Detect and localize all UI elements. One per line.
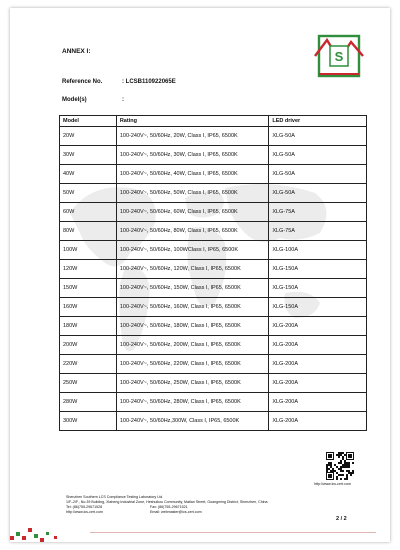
rating-table: [59, 115, 367, 431]
table-row: [60, 260, 367, 279]
footer-email: Email: webmaster@lcs-cert.com: [150, 510, 202, 514]
model-cell: 220W: [60, 355, 117, 374]
rating-cell: 100-240V~, 50/60Hz, 200W, Class I, IP65, 6500K: [116, 336, 269, 355]
driver-cell: XLG-150A: [269, 298, 367, 317]
driver-cell: XLG-200A: [269, 317, 367, 336]
table-row: [60, 165, 367, 184]
header-model: Model: [60, 116, 117, 127]
footer: [66, 495, 316, 515]
table-body: [60, 127, 367, 431]
rating-cell: 100-240V~, 50/60Hz, 160W, Class I, IP65, 6500K: [116, 298, 269, 317]
table-row: [60, 222, 367, 241]
model-cell: 280W: [60, 393, 117, 412]
document-page: [10, 8, 390, 542]
footer-address: 1/F.-2/F., No.39 Building, Xiaheng Industrial Zone, Heshuikou Community, Matian Street, Guangming District, Shenzhen, China: [66, 500, 268, 504]
table-header-row: [60, 116, 367, 127]
table-row: [60, 279, 367, 298]
driver-cell: XLG-150A: [269, 260, 367, 279]
model-cell: 30W: [60, 146, 117, 165]
driver-cell: XLG-50A: [269, 146, 367, 165]
model-cell: 40W: [60, 165, 117, 184]
driver-cell: XLG-200A: [269, 374, 367, 393]
table-row: [60, 146, 367, 165]
driver-cell: XLG-200A: [269, 336, 367, 355]
footer-decoration-icon: [10, 524, 70, 542]
table-row: [60, 355, 367, 374]
rating-cell: 100-240V~, 50/60Hz, 150W, Class I, IP65, 6500K: [116, 279, 269, 298]
reference-row: [62, 79, 176, 85]
footer-web: http://www.lcs-cert.com: [66, 510, 103, 514]
model-cell: 50W: [60, 184, 117, 203]
model-cell: 200W: [60, 336, 117, 355]
driver-cell: XLG-75A: [269, 203, 367, 222]
rating-cell: 100-240V~, 50/60Hz, 50W, Class I, IP65, 6500K: [116, 184, 269, 203]
rating-cell: 100-240V~, 50/60Hz, 250W, Class I, IP65, 6500K: [116, 374, 269, 393]
rating-cell: 100-240V~, 50/60Hz,300W, Class I, IP65, 6500K: [116, 412, 269, 431]
qr-code-icon: [326, 452, 354, 480]
table-row: [60, 203, 367, 222]
models-colon: :: [122, 97, 124, 103]
driver-cell: XLG-200A: [269, 355, 367, 374]
table-row: [60, 317, 367, 336]
rating-cell: 100-240V~, 50/60Hz, 20W, Class I, IP65, 6500K: [116, 127, 269, 146]
model-cell: 20W: [60, 127, 117, 146]
driver-cell: XLG-150A: [269, 279, 367, 298]
model-cell: 60W: [60, 203, 117, 222]
annex-heading: ANNEX I:: [62, 48, 91, 55]
footer-divider: [90, 532, 376, 533]
models-label: Model(s): [62, 97, 87, 103]
model-cell: 160W: [60, 298, 117, 317]
table-row: [60, 184, 367, 203]
model-cell: 250W: [60, 374, 117, 393]
lcs-logo-icon: [313, 30, 365, 82]
models-row: [62, 97, 124, 103]
model-cell: 120W: [60, 260, 117, 279]
driver-cell: XLG-100A: [269, 241, 367, 260]
table-row: [60, 127, 367, 146]
table-row: [60, 241, 367, 260]
rating-cell: 100-240V~, 50/60Hz, 280W, Class I, IP65, 6500K: [116, 393, 269, 412]
page-number: 2 / 2: [336, 516, 347, 522]
footer-company: Shenzhen Southern LCS Compliance Testing Laboratory Ltd.: [66, 495, 164, 499]
rating-cell: 100-240V~, 50/60Hz, 60W, Class I, IP65, 6500K: [116, 203, 269, 222]
model-cell: 300W: [60, 412, 117, 431]
rating-cell: 100-240V~, 50/60Hz, 30W, Class I, IP65, 6500K: [116, 146, 269, 165]
driver-cell: XLG-75A: [269, 222, 367, 241]
model-cell: 80W: [60, 222, 117, 241]
rating-cell: 100-240V~, 50/60Hz, 40W, Class I, IP65, 6500K: [116, 165, 269, 184]
header-led-driver: LED driver: [269, 116, 367, 127]
table-row: [60, 298, 367, 317]
table-row: [60, 336, 367, 355]
rating-cell: 100-240V~, 50/60Hz, 100WClass I, IP65, 6500K: [116, 241, 269, 260]
driver-cell: XLG-50A: [269, 127, 367, 146]
footer-contacts-2: [66, 510, 316, 515]
rating-cell: 100-240V~, 50/60Hz, 120W, Class I, IP65, 6500K: [116, 260, 269, 279]
driver-cell: XLG-200A: [269, 393, 367, 412]
table-row: [60, 374, 367, 393]
model-cell: 180W: [60, 317, 117, 336]
model-cell: 100W: [60, 241, 117, 260]
svg-text:S: S: [334, 49, 344, 64]
driver-cell: XLG-200A: [269, 412, 367, 431]
driver-cell: XLG-50A: [269, 165, 367, 184]
reference-value: : LCSB110922065E: [122, 79, 176, 85]
qr-caption: http://www.lcs-cert.com: [314, 482, 351, 486]
model-cell: 150W: [60, 279, 117, 298]
table-row: [60, 393, 367, 412]
driver-cell: XLG-50A: [269, 184, 367, 203]
rating-cell: 100-240V~, 50/60Hz, 80W, Class I, IP65, 6500K: [116, 222, 269, 241]
footer-tel: Tel: (86)755-29671528: [66, 505, 103, 509]
rating-cell: 100-240V~, 50/60Hz, 180W, Class I, IP65, 6500K: [116, 317, 269, 336]
reference-label: Reference No.: [62, 79, 103, 85]
footer-fax: Fax: (86)755-29671521: [150, 505, 188, 509]
header-rating: Rating: [116, 116, 269, 127]
rating-cell: 100-240V~, 50/60Hz, 220W, Class I, IP65, 6500K: [116, 355, 269, 374]
table-row: [60, 412, 367, 431]
